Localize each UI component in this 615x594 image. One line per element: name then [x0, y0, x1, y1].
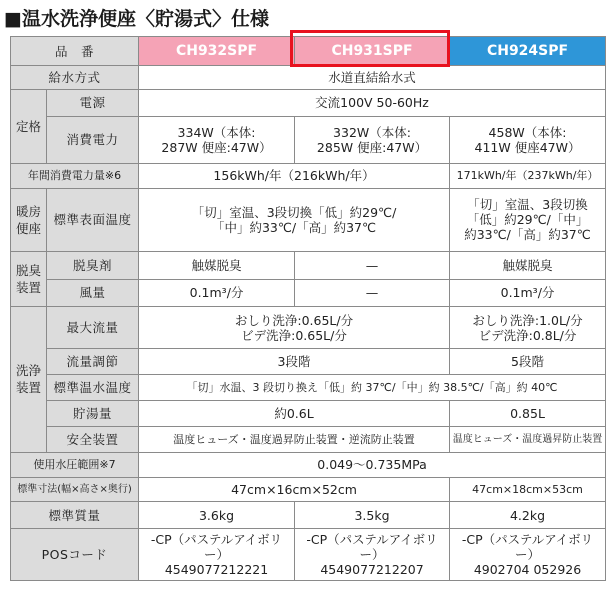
pos-ch931spf: -CP（パステルアイボリー） 4549077212207 [295, 529, 450, 581]
table-row-tank [11, 401, 606, 427]
annual-power-ch932-ch931: 156kWh/年（216kWh/年） [139, 163, 450, 188]
annual-power-ch924spf: 171kWh/年（237kWh/年） [450, 163, 606, 188]
power-consumption-ch931spf: 332W（本体: 285W 便座:47W） [295, 116, 450, 163]
row-label-water-temp: 標準温水温度 [47, 375, 139, 401]
table-row-pressure [11, 452, 606, 477]
table-row-pos [11, 529, 606, 581]
row-label-deodorant: 脱臭剤 [47, 251, 139, 279]
group-label-deodor: 脱臭 装置 [11, 251, 47, 306]
model-ch924spf: CH924SPF [450, 37, 606, 66]
row-label-tank: 貯湯量 [47, 401, 139, 427]
surface-temp-ch932-ch931: 「切」室温、3段切換「低」約29℃/ 「中」約33℃/「高」約37℃ [139, 188, 450, 251]
surface-temp-ch924spf: 「切」室温、3段切換 「低」約29℃/「中」 約33℃/「高」約37℃ [450, 188, 606, 251]
table-row-model [11, 37, 606, 66]
pressure-value: 0.049～0.735MPa [139, 452, 606, 477]
safety-ch932-ch931: 温度ヒューズ・温度過昇防止装置・逆流防止装置 [139, 426, 450, 452]
table-row-power-consumption [11, 116, 606, 163]
table-row-annual-power [11, 163, 606, 188]
power-source-value: 交流100V 50-60Hz [139, 89, 606, 116]
model-ch932spf: CH932SPF [139, 37, 295, 66]
row-label-max-flow: 最大流量 [47, 306, 139, 349]
group-label-rating: 定格 [11, 89, 47, 163]
pos-ch932spf: -CP（パステルアイボリー） 4549077212221 [139, 529, 295, 581]
table-row-air-volume [11, 279, 606, 306]
air-volume-ch932spf: 0.1m³/分 [139, 279, 295, 306]
row-label-pressure: 使用水圧範囲※7 [11, 452, 139, 477]
row-label-power-source: 電源 [47, 89, 139, 116]
flow-adjust-ch932-ch931: 3段階 [139, 349, 450, 375]
row-label-annual-power: 年間消費電力量※6 [11, 163, 139, 188]
deodorant-ch932spf: 触媒脱臭 [139, 251, 295, 279]
flow-adjust-ch924spf: 5段階 [450, 349, 606, 375]
table-row-safety [11, 426, 606, 452]
max-flow-ch924spf: おしり洗浄:1.0L/分 ビデ洗浄:0.8L/分 [450, 306, 606, 349]
table-row-max-flow [11, 306, 606, 349]
tank-ch932-ch931: 約0.6L [139, 401, 450, 427]
weight-ch931spf: 3.5kg [295, 502, 450, 529]
row-label-air-volume: 風量 [47, 279, 139, 306]
page-title: ■温水洗浄便座〈貯湯式〉仕様 [4, 8, 269, 30]
air-volume-ch924spf: 0.1m³/分 [450, 279, 606, 306]
table-row-flow-adjust [11, 349, 606, 375]
row-label-model: 品 番 [11, 37, 139, 66]
dimensions-ch932-ch931: 47cm×16cm×52cm [139, 477, 450, 502]
row-label-flow-adjust: 流量調節 [47, 349, 139, 375]
air-volume-ch931spf: — [295, 279, 450, 306]
max-flow-ch932-ch931: おしり洗浄:0.65L/分 ビデ洗浄:0.65L/分 [139, 306, 450, 349]
group-label-heated-seat: 暖房 便座 [11, 188, 47, 251]
deodorant-ch931spf: — [295, 251, 450, 279]
row-label-dimensions: 標準寸法(幅×高さ×奥行) [11, 477, 139, 502]
table-row-surface-temp [11, 188, 606, 251]
deodorant-ch924spf: 触媒脱臭 [450, 251, 606, 279]
row-label-water-supply: 給水方式 [11, 66, 139, 90]
table-row-water-supply [11, 66, 606, 90]
row-label-safety: 安全装置 [47, 426, 139, 452]
weight-ch932spf: 3.6kg [139, 502, 295, 529]
row-label-power-consumption: 消費電力 [47, 116, 139, 163]
safety-ch924spf: 温度ヒューズ・温度過昇防止装置 [450, 426, 606, 452]
table-row-water-temp [11, 375, 606, 401]
water-temp-value: 「切」水温、3 段切り換え「低」約 37℃/「中」約 38.5℃/「高」約 40℃ [139, 375, 606, 401]
table-row-weight [11, 502, 606, 529]
tank-ch924spf: 0.85L [450, 401, 606, 427]
row-label-pos: POSコード [11, 529, 139, 581]
model-ch931spf: CH931SPF [295, 37, 450, 66]
power-consumption-ch924spf: 458W（本体: 411W 便座47W） [450, 116, 606, 163]
row-label-surface-temp: 標準表面温度 [47, 188, 139, 251]
row-label-weight: 標準質量 [11, 502, 139, 529]
table-row-dimensions [11, 477, 606, 502]
spec-table [10, 36, 606, 581]
group-label-wash: 洗浄 装置 [11, 306, 47, 452]
pos-ch924spf: -CP（パステルアイボリー） 4902704 052926 [450, 529, 606, 581]
weight-ch924spf: 4.2kg [450, 502, 606, 529]
table-row-power-source [11, 89, 606, 116]
water-supply-value: 水道直結給水式 [139, 66, 606, 90]
power-consumption-ch932spf: 334W（本体: 287W 便座:47W） [139, 116, 295, 163]
table-row-deodorant [11, 251, 606, 279]
dimensions-ch924spf: 47cm×18cm×53cm [450, 477, 606, 502]
